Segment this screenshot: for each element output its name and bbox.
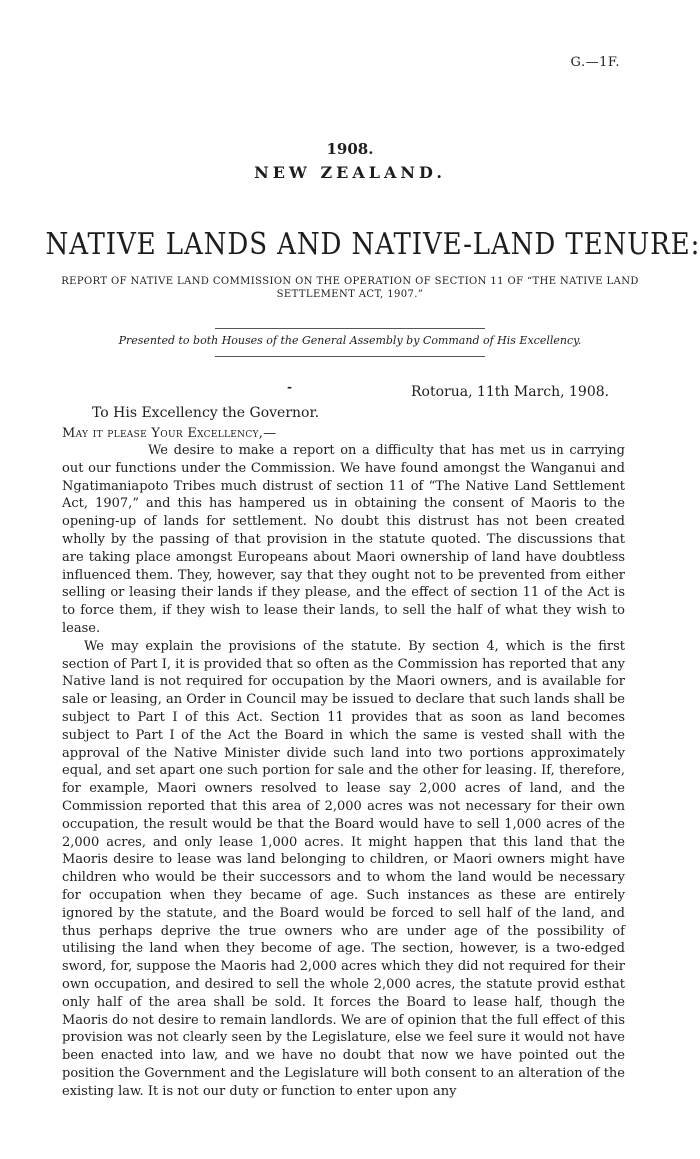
body-paragraph: We desire to make a report on a difficulty that has met us in carrying out our functions under the Commission. We have found amongst the Wanganui and Ngatimaniapoto Tribes much distrust of section 11 of “The Native Land Settlement Act, 1907,” and this has hampered us in obtaining the consent of Maoris to the opening-up of lands for settlement. No doubt this distrust has not been created wholly by the passing of that provision in the statute quoted. The discussions that are taking place amongst Europeans about Maori ownership of land have doubtless influenced them. They, however, say that they ought not to be prevented from either selling or leasing their lands if they please, and the effect of section 11 of the Act is to force them, if they wish to lease their lands, to sell the half of what they wish to lease.: [62, 443, 625, 636]
addressee: To His Excellency the Governor.: [92, 405, 320, 421]
year-heading: 1908.: [326, 140, 374, 158]
presented-line: Presented to both Houses of the General Assembly by Command of His Excellency.: [118, 334, 582, 347]
place-date: Rotorua, 11th March, 1908.: [411, 384, 610, 400]
paper-reference: G.—1F.: [570, 55, 620, 70]
upper-rule: [215, 328, 485, 329]
country-heading: NEW ZEALAND.: [254, 163, 446, 182]
report-subtitle: REPORT OF NATIVE LAND COMMISSION ON THE OPERATION OF SECTION 11 OF “THE NATIVE LAND SETTLEMENT ACT, 1907.”: [61, 276, 639, 300]
lower-rule: [215, 356, 485, 357]
report-title: NATIVE LANDS AND NATIVE-LAND TENURE:: [45, 227, 700, 262]
margin-mark: -: [287, 380, 292, 394]
letter-body: [62, 442, 625, 1100]
salutation: May it please Your Excellency,—: [62, 426, 277, 441]
body-paragraph: We may explain the provisions of the statute. By section 4, which is the first section of Part I, it is provided that so often as the Commission has reported that any Native land is not required for occupation by the Maori owners, and is available for sale or leasing, an Order in Council may be issued to declare that such lands shall be subject to Part I of this Act. Section 11 provides that as soon as land becomes subject to Part I of the Act the Board in which the same is vested shall with the approval of the Native Minister divide such land into two portions approximately equal, and set apart one such portion for sale and the other for leasing. If, therefore, for example, Maori owners resolved to lease say 2,000 acres of land, and the Commission reported that this area of 2,000 acres was not necessary for their own occupation, the result would be that the Board would have to sell 1,000 acres of the 2,000 acres, and only lease 1,000 acres. It might happen that this land that the Maoris desire to lease was land belonging to children, or Maori owners might have children who would be their successors and to whom the land would be necessary for occupation when they became of age. Such instances as these are entirely ignored by the statute, and the Board would be forced to sell half of the land, and thus perhaps deprive the true owners who are under age of the possibility of utilising the land when they become of age. The section, however, is a two-edged sword, for, suppose the Maoris had 2,000 acres which they did not required for their own occupation, and desired to sell the whole 2,000 acres, the statute provid esthat only half of the area shall be sold. It forces the Board to lease half, though the Maoris do not desire to remain landlords. We are of opinion that the full effect of this provision was not clearly seen by the Legislature, else we feel sure it would not have been enacted into law, and we have no doubt that now we have pointed out the position the Government and the Legislature will both consent to an alteration of the existing law. It is not our duty or function to enter upon any: [62, 638, 625, 1099]
